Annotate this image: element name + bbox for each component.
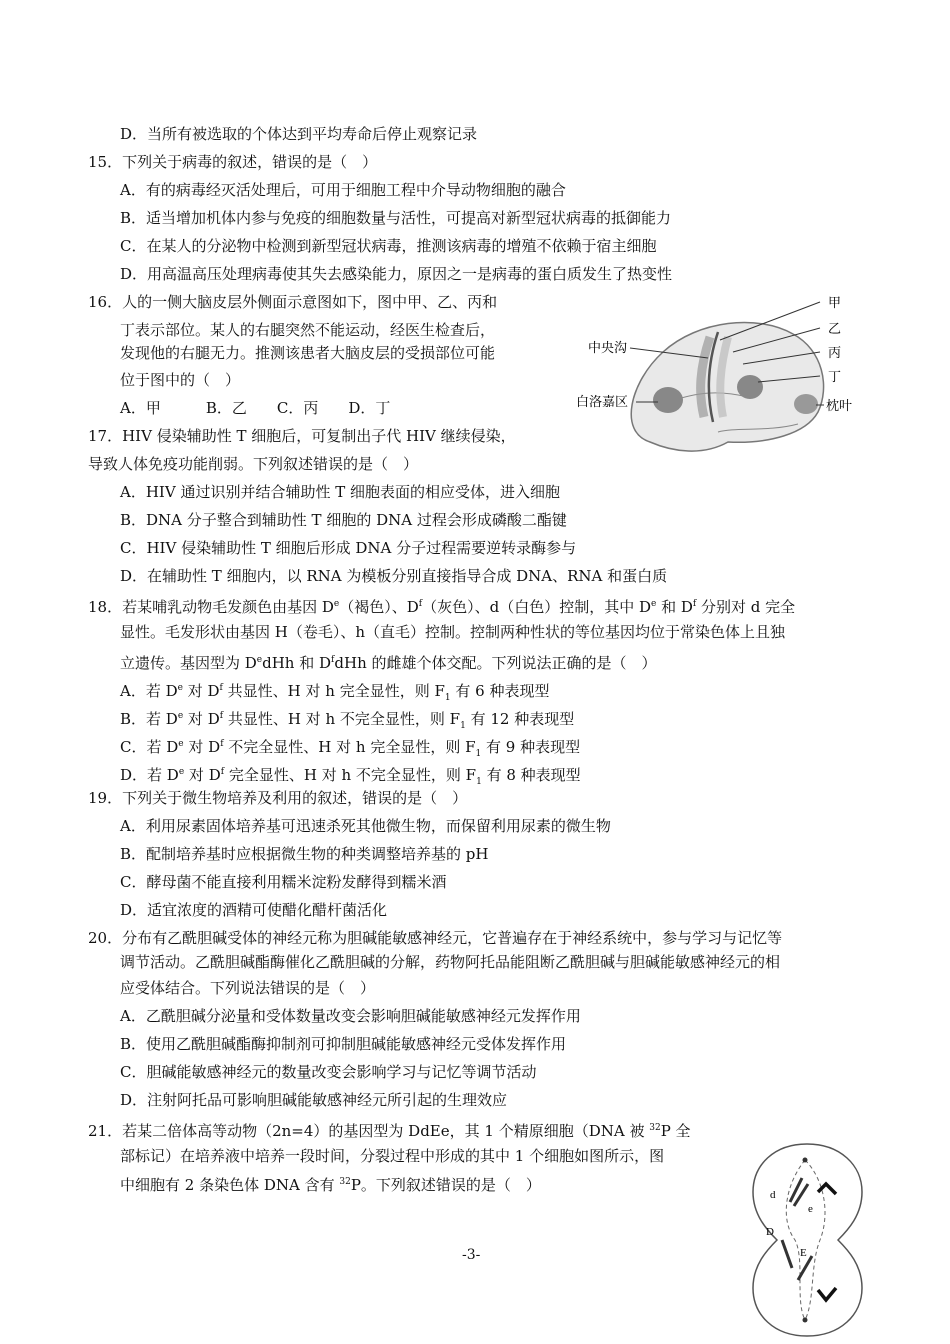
q16-line-4: 位于图中的（ ） (120, 371, 241, 389)
label-broca-area: 白洛嘉区 (576, 394, 629, 409)
q17-option-b: B．DNA 分子整合到辅助性 T 细胞的 DNA 过程会形成磷酸二酯键 (120, 511, 567, 529)
q18-line-3: 立遗传。基因型为 DedHh 和 $D^fdHh$ 的雌雄个体交配。下列说法正确的是（ ） (120, 654, 657, 672)
q16-line-2: 丁表示部位。某人的右腿突然不能运动，经医生检查后， (120, 321, 496, 339)
page-number: -3- (462, 1247, 481, 1263)
q19-option-a: A．利用尿素固体培养基可迅速杀死其他微生物，而保留利用尿素的微生物 (120, 817, 611, 835)
q15-option-c: C．在某人的分泌物中检测到新型冠状病毒，推测该病毒的增殖不依赖于宿主细胞 (120, 237, 657, 255)
q20-option-d: D．注射阿托品可影响胆碱能敏感神经元所引起的生理效应 (120, 1091, 508, 1109)
allele-d-label: d (770, 1189, 776, 1201)
q19-option-c: C．酵母菌不能直接利用糯米淀粉发酵得到糯米酒 (120, 873, 447, 891)
q18-option-b: B．若 De 对 $D^f$ 共显性、H 对 h 不完全显性，则 $F_1$ 有 12 种表现型 (120, 710, 575, 731)
q18-option-a: A．若 De 对 $D^f$ 共显性、H 对 h 完全显性，则 $F_1$ 有 6 种表现型 (120, 682, 550, 703)
q20-option-c: C．胆碱能敏感神经元的数量改变会影响学习与记忆等调节活动 (120, 1063, 537, 1081)
label-ding: 丁 (828, 369, 842, 384)
q18-option-d: D．若 De 对 $D^f$ 完全显性、H 对 h 不完全显性，则 $F_1$ 有 8 种表现型 (120, 766, 581, 787)
q16-options: A．甲 B．乙 C．丙 D．丁 (120, 399, 391, 417)
q15-option-d: D．用高温高压处理病毒使其失去感染能力，原因之一是病毒的蛋白质发生了热变性 (120, 265, 673, 283)
q21-line-3: 中细胞有 2 条染色体 DNA 含有 $^{32}$P。下列叙述错误的是（ ） (120, 1176, 541, 1194)
allele-D-label: D (766, 1226, 774, 1238)
q16-line-1: 16．人的一侧大脑皮层外侧面示意图如下，图中甲、乙、丙和 (88, 293, 498, 311)
q20-option-b: B．使用乙酰胆碱酯酶抑制剂可抑制胆碱能敏感神经元受体发挥作用 (120, 1035, 567, 1053)
q19-option-b: B．配制培养基时应根据微生物的种类调整培养基的 pH (120, 845, 489, 863)
brain-cortex-diagram (568, 292, 858, 464)
q15-option-b: B．适当增加机体内参与免疫的细胞数量与活性，可提高对新型冠状病毒的抵御能力 (120, 209, 672, 227)
q17-line-1: 17．HIV 侵染辅助性 T 细胞后，可复制出子代 HIV 继续侵染， (88, 427, 516, 445)
q21-line-1: 21．若某二倍体高等动物（2n=4）的基因型为 DdEe，其 1 个精原细胞（DNA 被 $^{32}$P 全 (88, 1122, 691, 1140)
q14-option-d: D．当所有被选取的个体达到平均寿命后停止观察记录 (120, 125, 478, 143)
q19-option-d: D．适宜浓度的酒精可使醋化醋杆菌活化 (120, 901, 388, 919)
q21-line-2: 部标记）在培养液中培养一段时间，分裂过程中形成的其中 1 个细胞如图所示，图 (120, 1147, 665, 1165)
label-central-sulcus: 中央沟 (588, 340, 628, 355)
q20-line-1: 20．分布有乙酰胆碱受体的神经元称为胆碱能敏感神经元，它普遍存在于神经系统中，参与学习与记忆等 (88, 929, 783, 947)
q15-stem: 15．下列关于病毒的叙述，错误的是（ ） (88, 153, 378, 171)
label-jia: 甲 (828, 295, 842, 310)
q17-option-c: C．HIV 侵染辅助性 T 细胞后形成 DNA 分子过程需要逆转录酶参与 (120, 539, 577, 557)
label-bing: 丙 (828, 345, 842, 360)
q17-option-d: D．在辅助性 T 细胞内，以 RNA 为模板分别直接指导合成 DNA、RNA 和蛋白质 (120, 567, 668, 585)
q18-line-1: 18．若某哺乳动物毛发颜色由基因 De（褐色）、$D^f$（灰色）、d（白色）控制，其中 De 和 $D^f$ 分别对 d 完全 (88, 598, 796, 616)
label-occipital-lobe: 枕叶 (826, 398, 853, 413)
q16-line-3: 发现他的右腿无力。推测该患者大脑皮层的受损部位可能 (120, 344, 496, 362)
q19-stem: 19．下列关于微生物培养及利用的叙述，错误的是（ ） (88, 789, 468, 807)
q15-option-a: A．有的病毒经灭活处理后，可用于细胞工程中介导动物细胞的融合 (120, 181, 566, 199)
q17-option-a: A．HIV 通过识别并结合辅助性 T 细胞表面的相应受体，进入细胞 (120, 483, 560, 501)
q17-line-2: 导致人体免疫功能削弱。下列叙述错误的是（ ） (88, 455, 419, 473)
label-yi: 乙 (828, 321, 842, 336)
allele-e-label: e (808, 1203, 813, 1215)
q20-option-a: A．乙酰胆碱分泌量和受体数量改变会影响胆碱能敏感神经元发挥作用 (120, 1007, 581, 1025)
q18-option-c: C．若 De 对 $D^f$ 不完全显性、H 对 h 完全显性，则 $F_1$ 有 9 种表现型 (120, 738, 581, 759)
q20-line-2: 调节活动。乙酰胆碱酯酶催化乙酰胆碱的分解，药物阿托品能阻断乙酰胆碱与胆碱能敏感神经元的相 (120, 953, 781, 971)
dividing-cell-diagram (750, 1140, 865, 1340)
q18-line-2: 显性。毛发形状由基因 H（卷毛）、h（直毛）控制。控制两种性状的等位基因均位于常染色体上且独 (120, 623, 786, 641)
allele-E-label: E (800, 1247, 807, 1259)
q20-line-3: 应受体结合。下列说法错误的是（ ） (120, 979, 376, 997)
